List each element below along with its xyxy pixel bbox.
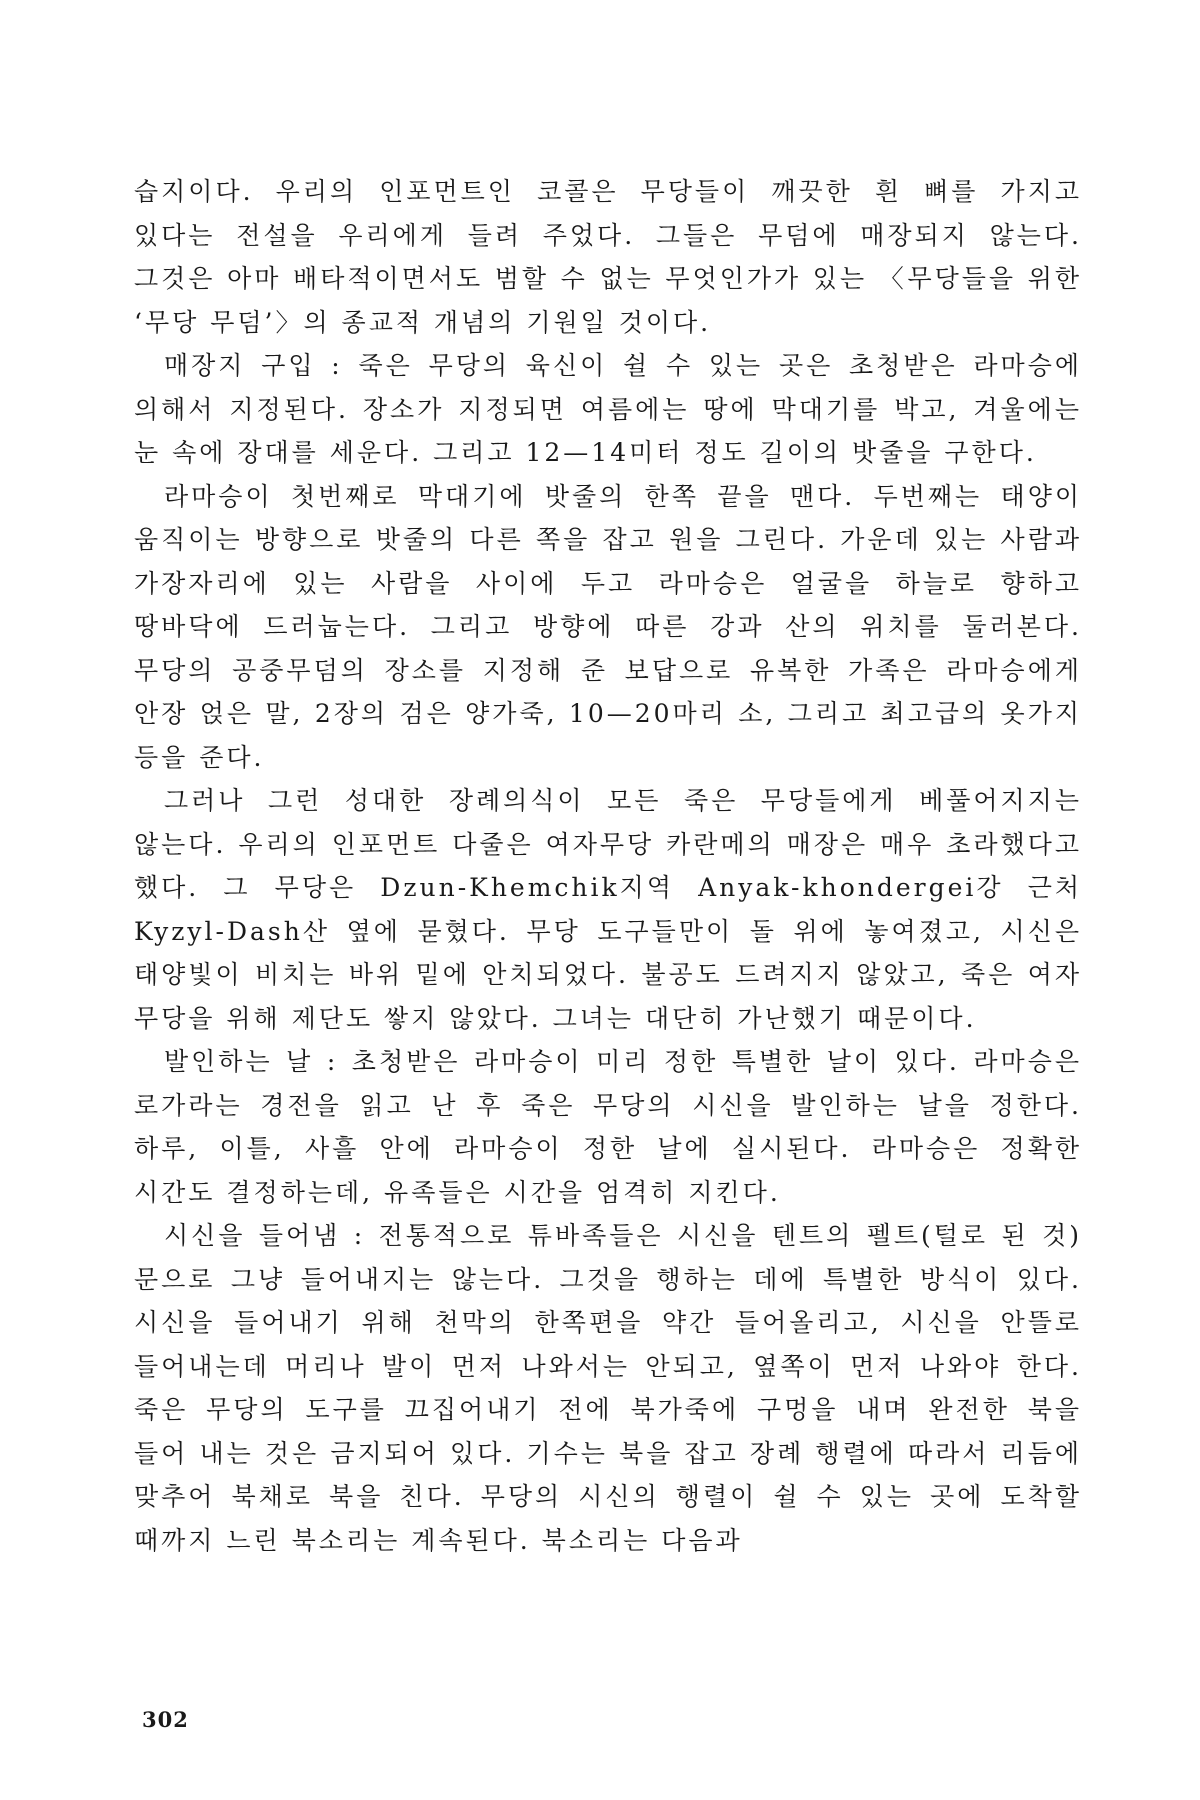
paragraph-humble-burial: 그러나 그런 성대한 장례의식이 모든 죽은 무당들에게 베풀어지지는 않는다. 우리의 인포먼트 다줄은 여자무당 카란메의 매장은 매우 초라했다고 했다. 그 무당은 Dzun-Khemchik지역 Anyak-khondergei강 근처 Kyzyl-Dash산 옆에 묻혔다. 무당 도구들만이 돌 위에 놓여졌고, 시신은 태양빛이 비치는 바위 밑에 안치되었다. 불공도 드려지지 않았고, 죽은 여자 무당을 위해 제단도 쌓지 않았다. 그녀는 대단히 가난했기 때문이다. <box>134 786 1082 1033</box>
paragraph-burial-site-purchase: 매장지 구입 : 죽은 무당의 육신이 쉴 수 있는 곳은 초청받은 라마승에 의해서 지정된다. 장소가 지정되면 여름에는 땅에 막대기를 박고, 겨울에는 눈 속에 장대를 세운다. 그리고 12—14미터 정도 길이의 밧줄을 구한다. <box>134 351 1082 467</box>
paragraph-procession-day: 발인하는 날 : 초청받은 라마승이 미리 정한 특별한 날이 있다. 라마승은 로가라는 경전을 읽고 난 후 죽은 무당의 시신을 발인하는 날을 정한다. 하루, 이틀, 사흘 안에 라마승이 정한 날에 실시된다. 라마승은 정확한 시간도 결정하는데, 유족들은 시간을 엄격히 지킨다. <box>134 1047 1082 1207</box>
page-number: 302 <box>142 1707 189 1732</box>
paragraph-removing-body: 시신을 들어냄 : 전통적으로 튜바족들은 시신을 텐트의 펠트(털로 된 것)문으로 그냥 들어내지는 않는다. 그것을 행하는 데에 특별한 방식이 있다. 시신을 들어내기 위해 천막의 한쪽편을 약간 들어올리고, 시신을 안뜰로 들어내는데 머리나 발이 먼저 나와서는 안되고, 옆쪽이 먼저 나와야 한다. 죽은 무당의 도구를 끄집어내기 전에 북가죽에 구멍을 내며 완전한 북을 들어 내는 것은 금지되어 있다. 기수는 북을 잡고 장례 행렬에 따라서 리듬에 맞추어 북채로 북을 친다. 무당의 시신의 행렬이 쉴 수 있는 곳에 도착할 때까지 느린 북소리는 계속된다. 북소리는 다음과 <box>134 1221 1082 1555</box>
paragraph-lama-ritual: 라마승이 첫번째로 막대기에 밧줄의 한쪽 끝을 맨다. 두번째는 태양이 움직이는 방향으로 밧줄의 다른 쪽을 잡고 원을 그린다. 가운데 있는 사람과 가장자리에 있는 사람을 사이에 두고 라마승은 얼굴을 하늘로 향하고 땅바닥에 드러눕는다. 그리고 방향에 따른 강과 산의 위치를 둘러본다. 무당의 공중무덤의 장소를 지정해 준 보답으로 유복한 가족은 라마승에게 안장 얹은 말, 2장의 검은 양가죽, 10—20마리 소, 그리고 최고급의 옷가지 등을 준다. <box>134 481 1082 772</box>
paragraph-continuation: 습지이다. 우리의 인포먼트인 코콜은 무당들이 깨끗한 흰 뼈를 가지고 있다는 전설을 우리에게 들려 주었다. 그들은 무덤에 매장되지 않는다. 그것은 아마 배타적이면서도 범할 수 없는 무엇인가가 있는 〈무당들을 위한 ‘무당 무덤’〉의 종교적 개념의 기원일 것이다. <box>134 177 1082 337</box>
body-text <box>134 170 1082 1562</box>
